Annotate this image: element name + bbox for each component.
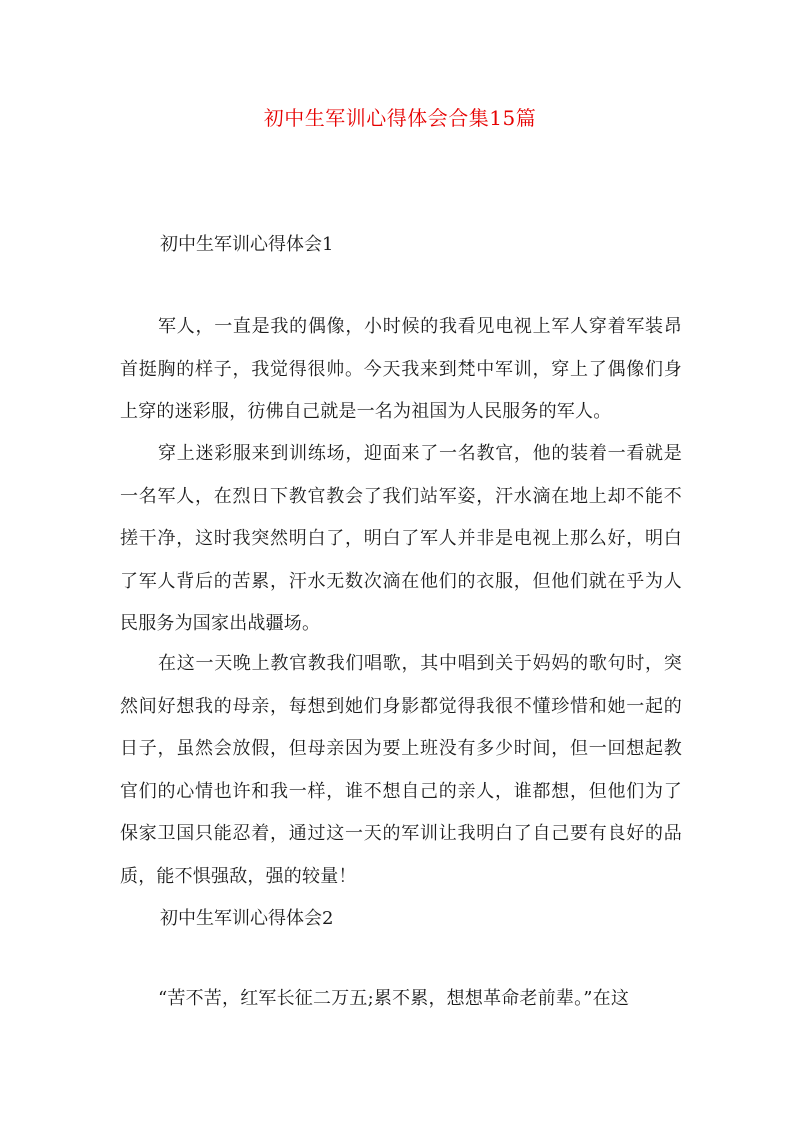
section-1-paragraph-1: 军人，一直是我的偶像，小时候的我看见电视上军人穿着军装昂首挺胸的样子，我觉得很帅。今天我来到梵中军训，穿上了偶像们身上穿的迷彩服，彷佛自己就是一名为祖国为人民服务的军人。 [120,316,682,422]
document-title: 初中生军训心得体会合集15篇 [263,106,537,130]
section-heading-1: 初中生军训心得体会1 [160,234,334,255]
section-1-paragraph-3: 在这一天晚上教官教我们唱歌，其中唱到关于妈妈的歌句时，突然间好想我的母亲，每想到她们身影都觉得我很不懂珍惜和她一起的日子，虽然会放假，但母亲因为要上班没有多少时间，但一回想起教官们的心情也许和我一样，谁不想自己的亲人，谁都想，但他们为了保家卫国只能忍着，通过这一天的军训让我明白了自己要有良好的品质，能不惧强敌，强的较量！ [120,653,682,887]
section-1-paragraph-2: 穿上迷彩服来到训练场，迎面来了一名教官，他的装着一看就是一名军人，在烈日下教官教会了我们站军姿，汗水滴在地上却不能不搓干净，这时我突然明白了，明白了军人并非是电视上那么好，明白了军人背后的苦累，汗水无数次滴在他们的衣服，但他们就在乎为人民服务为国家出战疆场。 [120,443,682,634]
section-2-paragraph-1: “苦不苦，红军长征二万五;累不累，想想革命老前辈。”在这 [158,988,630,1009]
section-heading-2: 初中生军训心得体会2 [160,908,334,929]
